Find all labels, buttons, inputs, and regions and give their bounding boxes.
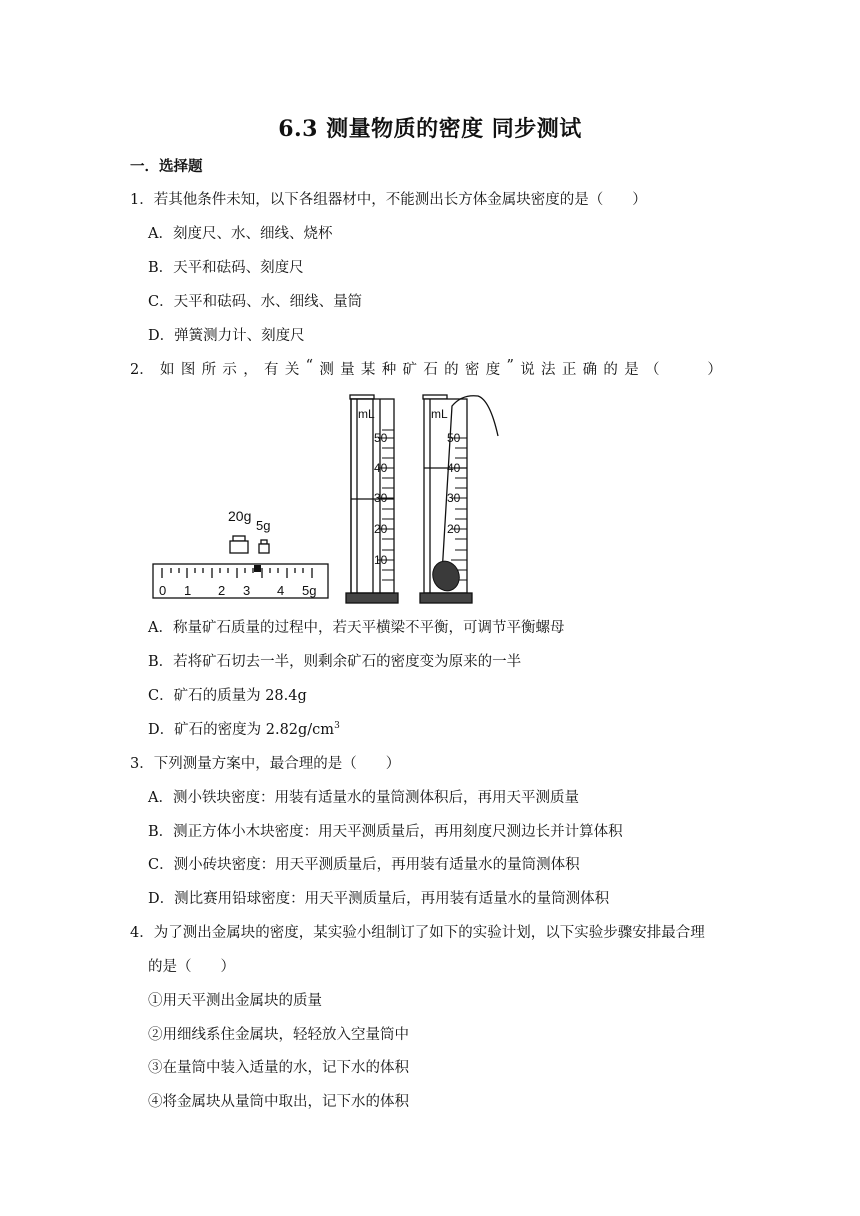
- q4-step-1: ①用天平测出金属块的质量: [148, 993, 322, 1009]
- q3-stem: 3．下列测量方案中，最合理的是（ ）: [130, 756, 401, 772]
- weight-20g: [230, 536, 248, 553]
- svg-text:0: 0: [159, 583, 167, 598]
- svg-text:20: 20: [374, 522, 388, 536]
- weight-label-5g: 5g: [256, 518, 271, 533]
- document-title: 6.3 测量物质的密度 同步测试: [278, 116, 582, 142]
- weight-5g: [259, 540, 269, 553]
- q2-option-b: B．若将矿石切去一半，则剩余矿石的密度变为原来的一半: [148, 654, 522, 670]
- q2-option-d: D．矿石的密度为 $2.82g/cm^3$: [148, 721, 340, 738]
- q4-step-4: ④将金属块从量筒中取出，记下水的体积: [148, 1094, 409, 1110]
- q2-option-c: C．矿石的质量为 28.4g: [148, 688, 307, 704]
- q2-figure: [150, 392, 420, 608]
- q1-option-b: B．天平和砝码、刻度尺: [148, 260, 304, 276]
- svg-text:30: 30: [374, 491, 388, 505]
- q4-step-3: ③在量筒中装入适量的水，记下水的体积: [148, 1060, 409, 1076]
- q3-option-a: A．测小铁块密度：用装有适量水的量筒测体积后，再用天平测质量: [148, 790, 579, 806]
- svg-text:50: 50: [447, 431, 461, 445]
- svg-text:40: 40: [374, 461, 388, 475]
- section-heading: 一．选择题: [130, 158, 203, 175]
- weight-label-20g: 20g: [228, 508, 252, 524]
- q1-stem: 1．若其他条件未知，以下各组器材中，不能测出长方体金属块密度的是（ ）: [130, 192, 647, 208]
- q4-stem-line1: 4．为了测出金属块的密度，某实验小组制订了如下的实验计划，以下实验步骤安排最合理: [130, 925, 705, 941]
- q1-option-d: D．弹簧测力计、刻度尺: [148, 328, 305, 344]
- measuring-cylinder-1: [346, 395, 398, 603]
- q2-stem: 2． 如 图 所 示 ， 有 关 “ 测 量 某 种 矿 石 的 密 度 ” 说 法 正 确 的 是 （ ）: [130, 358, 722, 378]
- q2-option-a: A．称量矿石质量的过程中，若天平横梁不平衡，可调节平衡螺母: [148, 620, 565, 636]
- svg-text:30: 30: [447, 491, 461, 505]
- q3-option-b: B．测正方体小木块密度：用天平测质量后，再用刻度尺测边长并计算体积: [148, 824, 623, 840]
- rider-marker: [254, 565, 261, 572]
- q2-figure-cylinder-2: [418, 392, 518, 608]
- q4-stem-line2: 的是（ ）: [148, 959, 235, 975]
- svg-text:4: 4: [277, 583, 285, 598]
- q1-option-c: C．天平和砝码、水、细线、量筒: [148, 294, 363, 310]
- svg-text:50: 50: [374, 431, 388, 445]
- cylinder-2-unit: mL: [431, 407, 448, 421]
- svg-text:40: 40: [447, 461, 461, 475]
- cylinder-1-unit: mL: [358, 407, 375, 421]
- svg-text:10: 10: [374, 553, 388, 567]
- q4-step-2: ②用细线系住金属块，轻轻放入空量筒中: [148, 1027, 409, 1043]
- svg-text:20: 20: [447, 522, 461, 536]
- svg-text:2: 2: [218, 583, 226, 598]
- q3-option-c: C．测小砖块密度：用天平测质量后，再用装有适量水的量筒测体积: [148, 857, 580, 873]
- svg-text:5g: 5g: [302, 583, 317, 598]
- svg-text:3: 3: [243, 583, 251, 598]
- q1-option-a: A．刻度尺、水、细线、烧杯: [148, 226, 333, 242]
- q3-option-d: D．测比赛用铅球密度：用天平测质量后，再用装有适量水的量筒测体积: [148, 891, 610, 907]
- svg-text:1: 1: [184, 583, 192, 598]
